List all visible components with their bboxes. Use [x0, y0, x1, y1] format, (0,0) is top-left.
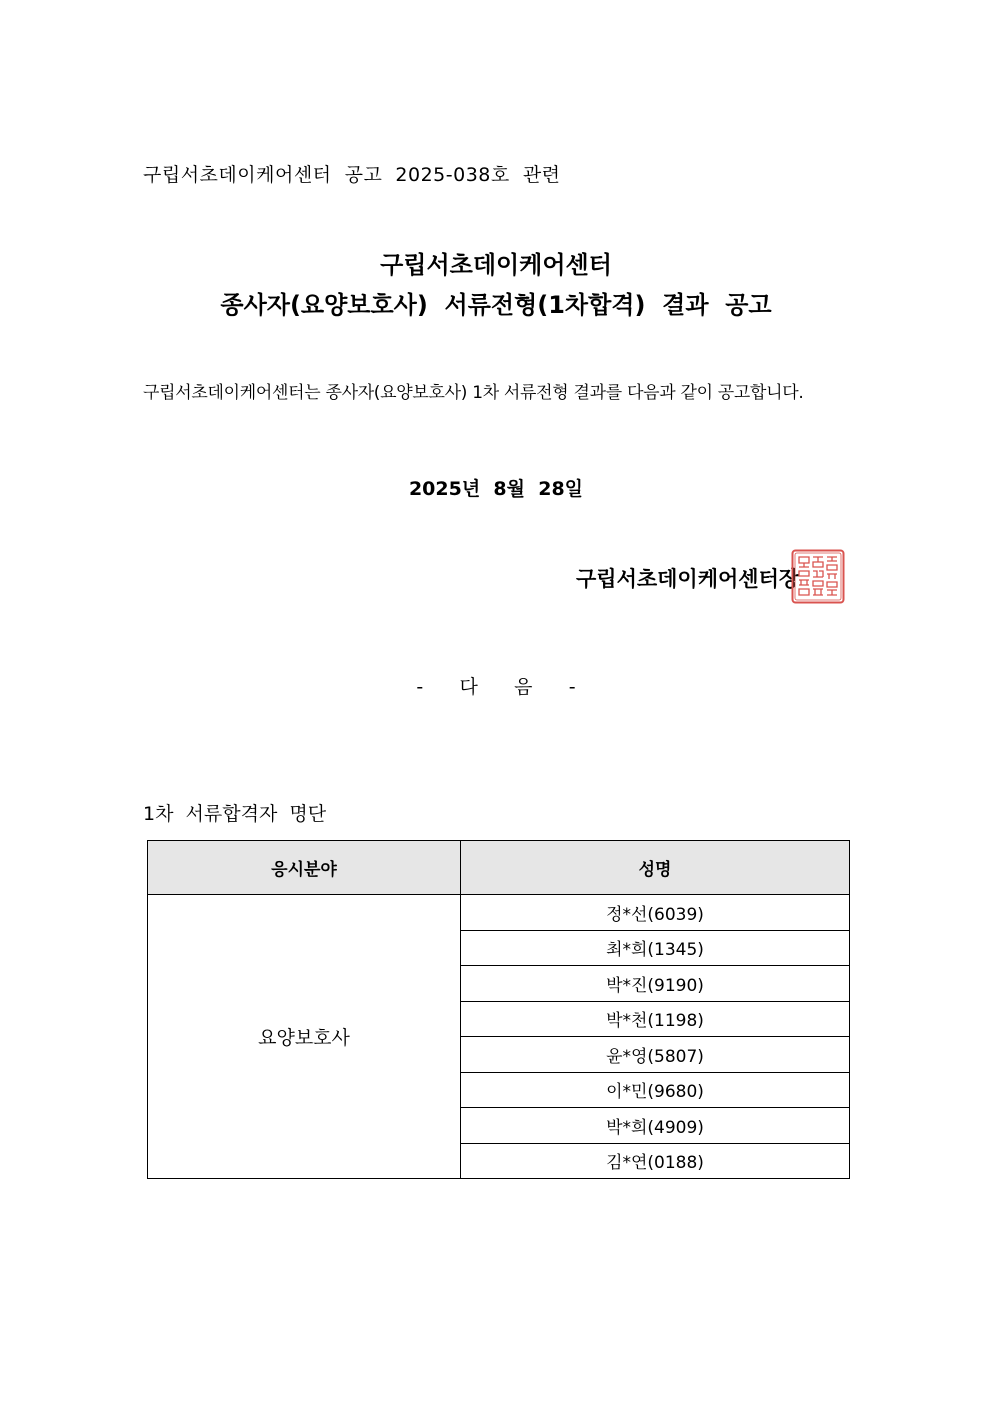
title-announcement: 종사자(요양보호사) 서류전형(1차합격) 결과 공고 — [220, 291, 772, 319]
name-cell: 박*진(9190) — [461, 966, 850, 1002]
name-cell: 이*민(9680) — [461, 1072, 850, 1108]
title-organization: 구립서초데이케어센터 — [380, 251, 612, 279]
announcement-reference: 구립서초데이케어센터 공고 2025-038호 관련 — [143, 164, 561, 186]
table-row — [148, 895, 850, 931]
name-cell: 박*천(1198) — [461, 1001, 850, 1037]
name-cell: 김*연(0188) — [461, 1143, 850, 1179]
pass-list-title: 1차 서류합격자 명단 — [143, 803, 327, 825]
announcement-date: 2025년 8월 28일 — [408, 478, 584, 500]
official-seal-icon — [791, 549, 845, 604]
header-field: 응시분야 — [148, 841, 461, 895]
name-cell: 박*희(4909) — [461, 1108, 850, 1144]
name-cell: 최*희(1345) — [461, 930, 850, 966]
field-cell: 요양보호사 — [148, 895, 461, 1179]
intro-text: 구립서초데이케어센터는 종사자(요양보호사) 1차 서류전형 결과를 다음과 같이 공고합니다. — [143, 383, 804, 403]
pass-list-table — [147, 840, 850, 1179]
table-header-row — [148, 841, 850, 895]
signer-name: 구립서초데이케어센터장 — [576, 567, 800, 591]
header-name: 성명 — [461, 841, 850, 895]
name-cell: 정*선(6039) — [461, 895, 850, 931]
name-cell: 윤*영(5807) — [461, 1037, 850, 1073]
next-section-heading: - 다 음 - — [416, 676, 576, 698]
